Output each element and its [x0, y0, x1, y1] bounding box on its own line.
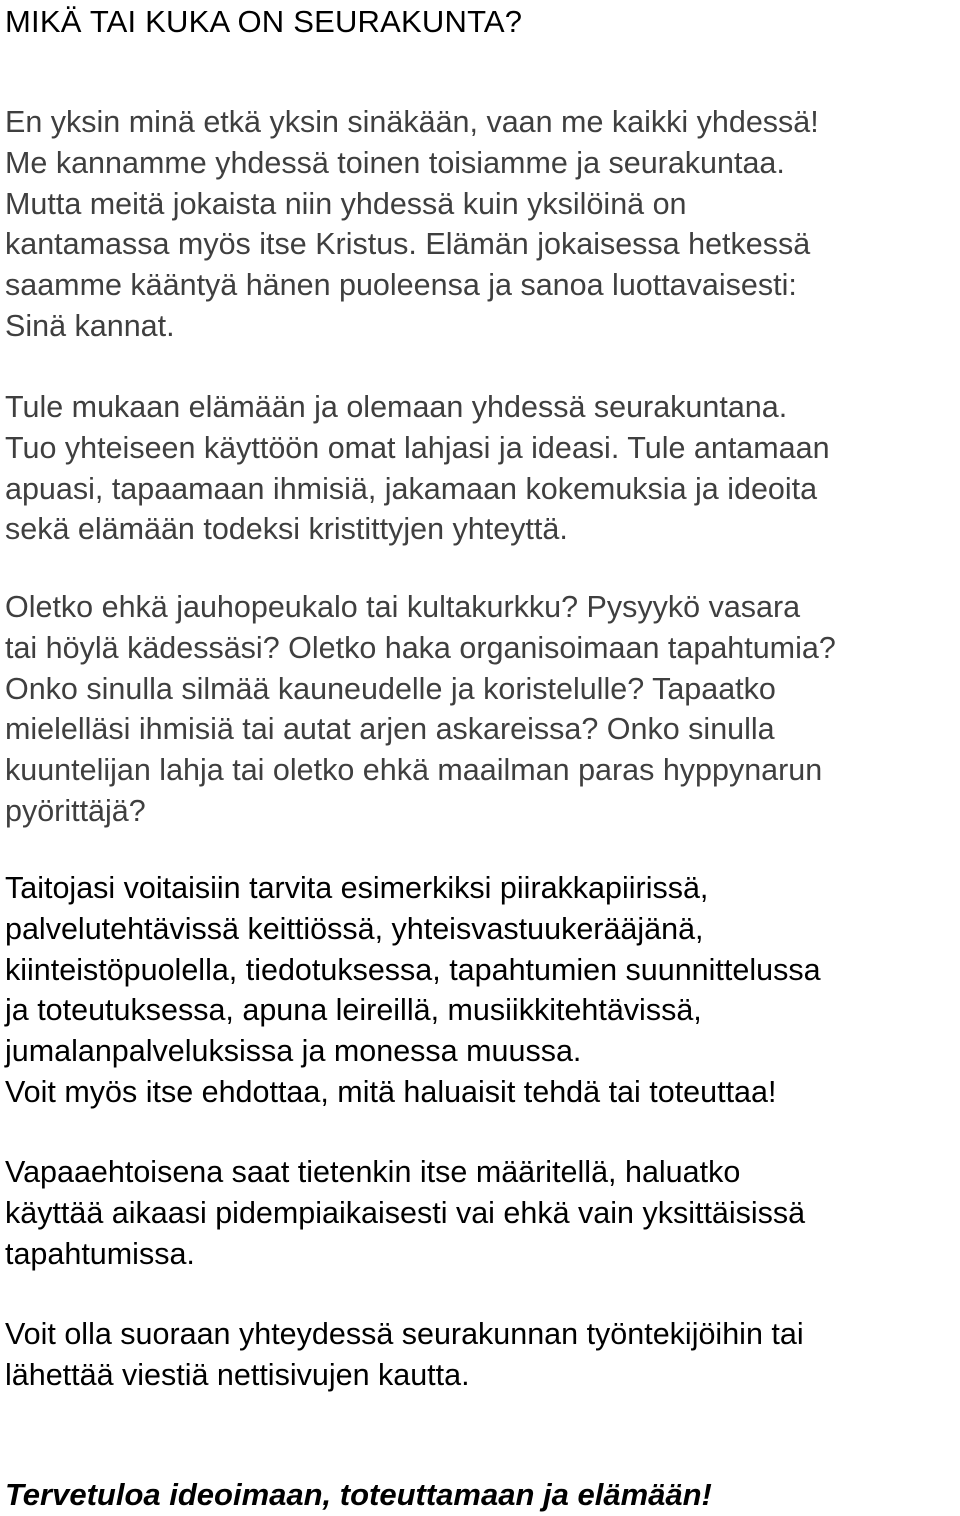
- paragraph-line: palvelutehtävissä keittiössä, yhteisvastuukerääjänä,: [5, 911, 704, 946]
- paragraph-line: käyttää aikaasi pidempiaikaisesti vai ehkä vain yksittäisissä: [5, 1195, 806, 1230]
- paragraph-line: pyörittäjä?: [5, 793, 146, 828]
- paragraph-line: sekä elämään todeksi kristittyjen yhteyttä.: [5, 512, 568, 547]
- paragraph-line: Voit olla suoraan yhteydessä seurakunnan työntekijöihin tai: [5, 1317, 804, 1351]
- paragraph-line: Oletko ehkä jauhopeukalo tai kultakurkku? Pysyykö vasara: [5, 590, 801, 624]
- closing-statement: Tervetuloa ideoimaan, toteuttamaan ja elämään!: [5, 1477, 712, 1512]
- contact-paragraph: [5, 1314, 804, 1396]
- paragraph-line: Me kannamme yhdessä toinen toisiamme ja seurakuntaa.: [5, 145, 785, 180]
- paragraph-line: tai höylä kädessäsi? Oletko haka organisoimaan tapahtumia?: [5, 630, 836, 665]
- paragraph-line: Onko sinulla silmää kauneudelle ja koristelulle? Tapaatko: [5, 671, 776, 706]
- skills-paragraph: [5, 868, 821, 1113]
- paragraph-line: saamme kääntyä hänen puoleensa ja sanoa luottavaisesti:: [5, 268, 797, 303]
- paragraph-line: Sinä kannat.: [5, 308, 175, 343]
- paragraph-line: Tule mukaan elämään ja olemaan yhdessä seurakuntana.: [5, 390, 788, 424]
- paragraph-line: Taitojasi voitaisiin tarvita esimerkiksi piirakkapiirissä,: [5, 871, 709, 905]
- paragraph-line: tapahtumissa.: [5, 1236, 195, 1271]
- invitation-paragraph: [5, 387, 830, 550]
- paragraph-line: Tuo yhteiseen käyttöön omat lahjasi ja ideasi. Tule antamaan: [5, 430, 830, 465]
- intro-paragraph: [5, 102, 819, 347]
- paragraph-line: Vapaaehtoisena saat tietenkin itse määritellä, haluatko: [5, 1155, 741, 1189]
- paragraph-line: lähettää viestiä nettisivujen kautta.: [5, 1357, 470, 1392]
- paragraph-line: kiinteistöpuolella, tiedotuksessa, tapahtumien suunnittelussa: [5, 952, 821, 987]
- paragraph-line: mielelläsi ihmisiä tai autat arjen askareissa? Onko sinulla: [5, 712, 775, 747]
- questions-paragraph: [5, 587, 836, 832]
- paragraph-line: kuuntelijan lahja tai oletko ehkä maailman paras hyppynarun: [5, 753, 823, 788]
- paragraph-line: En yksin minä etkä yksin sinäkään, vaan me kaikki yhdessä!: [5, 105, 819, 139]
- paragraph-line: Mutta meitä jokaista niin yhdessä kuin yksilöinä on: [5, 186, 687, 221]
- paragraph-line: jumalanpalveluksissa ja monessa muussa.: [5, 1034, 582, 1069]
- paragraph-line: kantamassa myös itse Kristus. Elämän jokaisessa hetkessä: [5, 227, 811, 262]
- paragraph-line: apuasi, tapaamaan ihmisiä, jakamaan kokemuksia ja ideoita: [5, 471, 818, 506]
- page-title: MIKÄ TAI KUKA ON SEURAKUNTA?: [5, 4, 523, 39]
- paragraph-line: Voit myös itse ehdottaa, mitä haluaisit tehdä tai toteuttaa!: [5, 1074, 777, 1109]
- paragraph-line: ja toteutuksessa, apuna leireillä, musiikkitehtävissä,: [5, 993, 702, 1028]
- volunteer-paragraph: [5, 1152, 805, 1274]
